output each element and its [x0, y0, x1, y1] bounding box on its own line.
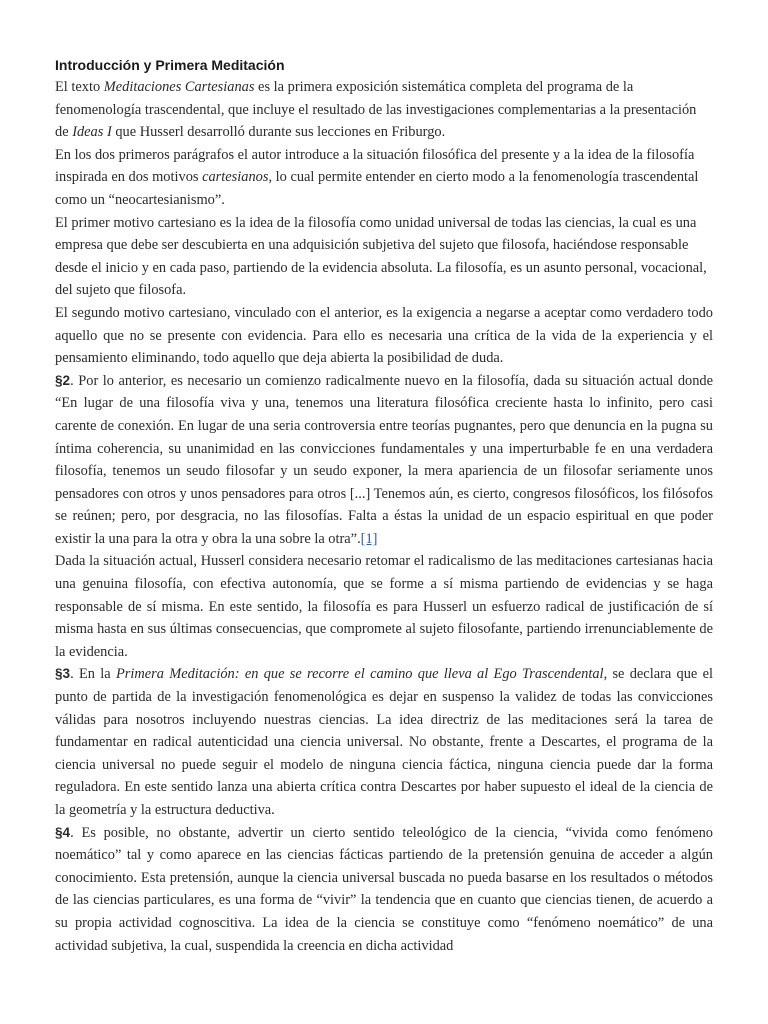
text-run: es la primera exposición sistemática completa del programa de la fenomenología trascendental, que incluye el resultado de las investigaciones complementarias a la presentación de [55, 79, 697, 141]
text-run: , lo cual permite entender en cierto modo a la fenomenología trascendental como un “neocartesianismo”. [55, 169, 699, 208]
text-run: . En la [70, 666, 116, 683]
footnote-link[interactable]: [1] [360, 530, 378, 547]
text-run: . Es posible, no obstante, advertir un cierto sentido teleológico de la ciencia, “vivida como fenómeno noemático” tal y como aparece en las ciencias fácticas partiendo de la pretensión genuina de acceder a algún conocimiento. Esta pretensión, aunque la ciencia universal buscada no pueda basarse en los resultados o métodos de las ciencias particulares, es una forma de “vivir” la tendencia que en cuanto que ciencias tienen, de acuerdo a su propia actividad cognoscitiva. La idea de la ciencia se constituye como “fenómeno noemático” de una actividad subjetiva, la cual, suspendida la creencia en dicha actividad [55, 824, 713, 954]
paragraph-segundo-motivo: El segundo motivo cartesiano, vinculado con el anterior, es la exigencia a negarse a aceptar como verdadero todo aquello que no se presente con evidencia. Para ello es necesaria una crítica de la vida de la experiencia y el pensamiento eliminando, todo aquello que deja abierta la posibilidad de duda. [55, 304, 713, 367]
section-marker: §2 [55, 372, 71, 388]
paragraph-section-2 [55, 370, 713, 551]
paragraph-situacion-actual: Dada la situación actual, Husserl considera necesario retomar el radicalismo de las meditaciones cartesianas hacia una genuina filosofía, con efectiva autonomía, que se forme a sí misma partiendo de evidencias y se haga responsable de sí misma. En este sentido, la filosofía es para Husserl un esfuerzo radical de justificación de sí misma hasta en sus últimas consecuencias, que compromete al sujeto filosofante, partiendo irrenunciablemente de la evidencia. [55, 553, 713, 660]
paragraph-section-4 [55, 822, 713, 958]
document-page [55, 54, 713, 957]
text-run: , se declara que el punto de partida de la investigación fenomenológica es dejar en suspenso la validez de todas las convicciones válidas para nosotros incluyendo nuestras ciencias. La idea directriz de las meditaciones será la tarea de fundamentar en radical autenticidad una ciencia universal. No obstante, frente a Descartes, el programa de la ciencia universal no puede seguir el modelo de ninguna ciencia fáctica, ninguna ciencia puede dar la forma reguladora. En este sentido lanza una abierta crítica contra Descartes por haber supuesto el ideal de la ciencia de la geometría y la estructura deductiva. [55, 666, 713, 818]
text-run: que Husserl desarrolló durante sus lecciones en Friburgo. [111, 124, 446, 141]
section-marker: §4 [55, 824, 71, 840]
paragraph-primer-motivo: El primer motivo cartesiano es la idea de la filosofía como unidad universal de todas las ciencias, la cual es una empresa que debe ser descubierta en una adquisición subjetiva del sujeto que filosofa, haciéndose responsable desde el inicio y en cada paso, partiendo de la evidencia absoluta. La filosofía, es un asunto personal, vocacional, del sujeto que filosofa. [55, 214, 707, 299]
text-run: . Por lo anterior, es necesario un comienzo radicalmente nuevo en la filosofía, dada su situación actual donde “En lugar de una filosofía viva y una, tenemos una literatura filosófica creciente hasta lo infinito, pero casi carente de conexión. En lugar de una seria controversia entre teorías pugnantes, pero que denuncia en la pugna su íntima coherencia, su unanimidad en las convicciones fundamentales y una imperturbable fe en una verdadera filosofía, tenemos un seudo filosofar y un seudo exponer, la mera apariencia de un filosofar seriamente unos pensadores con otros y unos pensadores para otros [...] Tenemos aún, es cierto, congresos filosóficos, los filósofos se reúnen; pero, por desgracia, no las filosofías. Falta a éstas la unidad de un espacio espiritual en que poder existir la una para la otra y obra la una sobre la otra”. [55, 372, 713, 547]
paragraph-section-3 [55, 663, 713, 821]
italic-text: Ideas I [72, 124, 112, 141]
text-run: En los dos primeros parágrafos el autor introduce a la situación filosófica del presente y a la idea de la filosofía inspirada en dos motivos [55, 146, 695, 186]
document-title: Introducción y Primera Meditación [55, 57, 285, 73]
italic-text: cartesianos [202, 169, 269, 186]
paragraph-intro [55, 76, 713, 144]
text-run: El texto [55, 79, 104, 95]
section-marker: §3 [55, 666, 71, 682]
italic-text: Primera Meditación: en que se recorre el camino que lleva al Ego Trascendental [115, 666, 604, 683]
italic-text: Meditaciones Cartesianas [103, 79, 255, 95]
paragraph-motivos [55, 144, 713, 212]
